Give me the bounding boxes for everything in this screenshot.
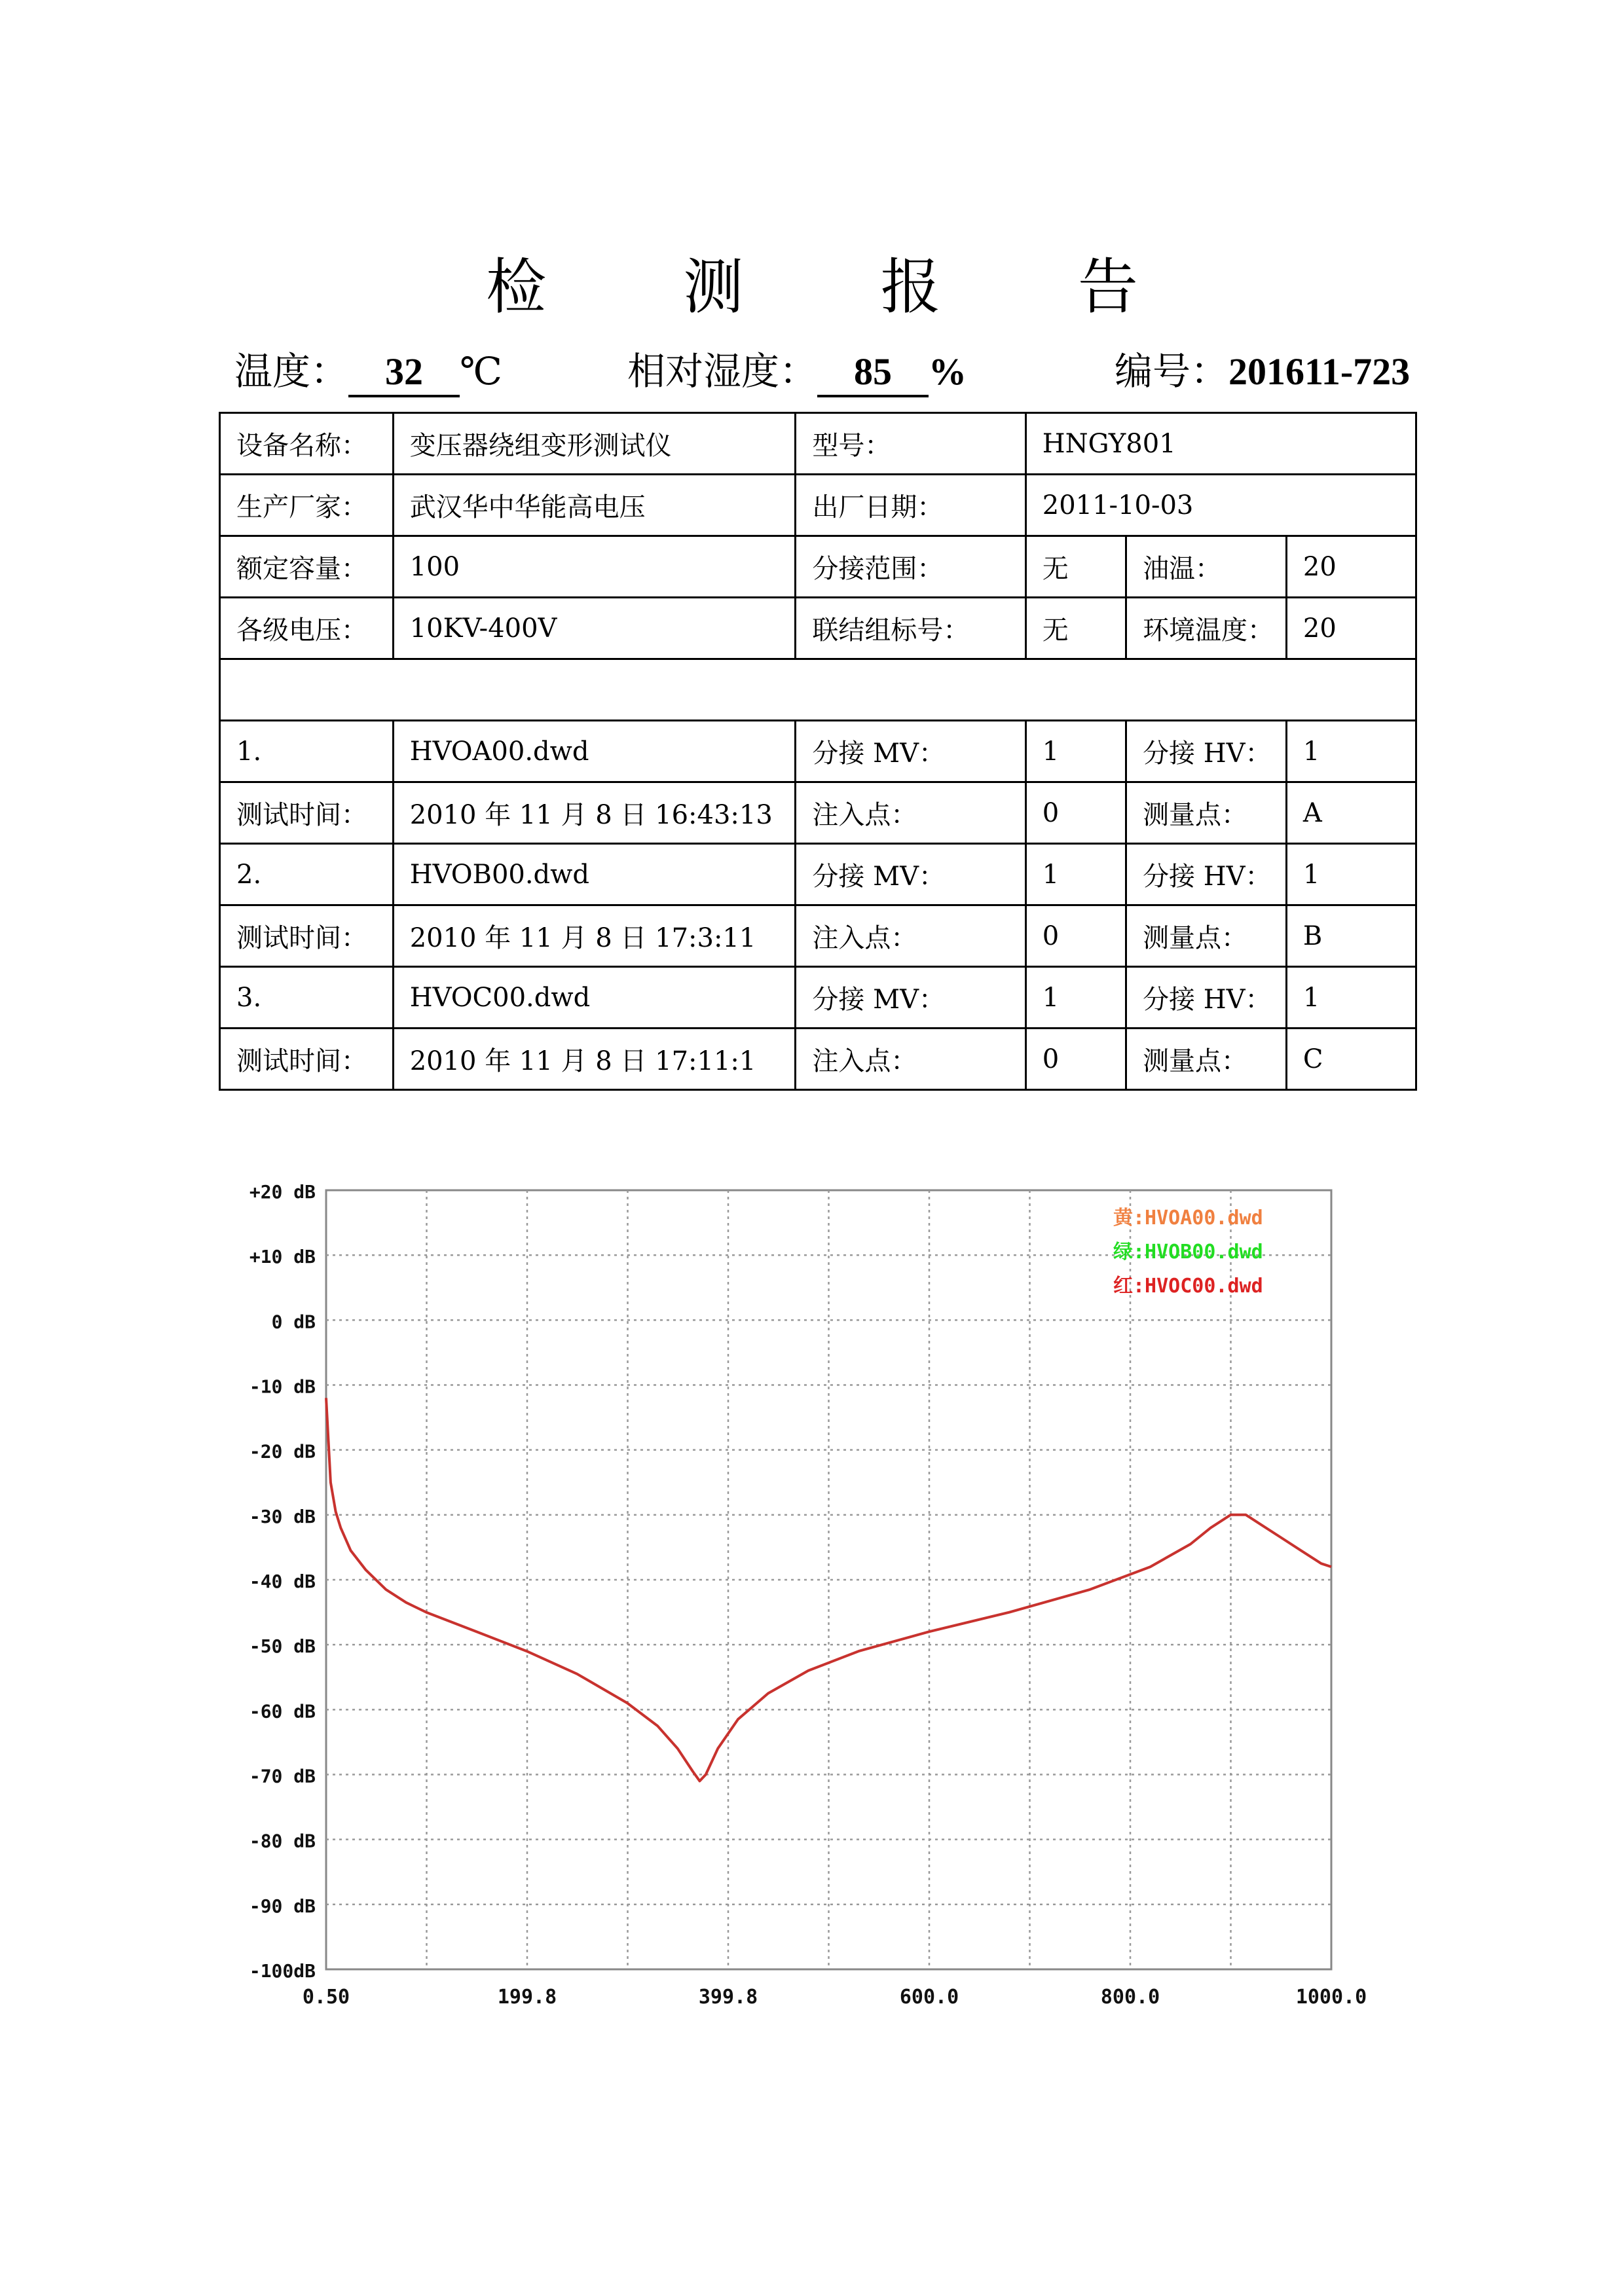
y-tick-label: -60 dB: [249, 1700, 316, 1722]
table-cell: [220, 659, 1416, 721]
frequency-response-chart: [223, 1165, 1401, 2016]
table-row-empty: [220, 659, 1416, 721]
table-cell: 1: [1286, 844, 1416, 905]
table-cell: 1: [1025, 967, 1126, 1029]
table-cell: 武汉华中华能高电压: [393, 475, 796, 536]
table-cell: HVOC00.dwd: [393, 967, 796, 1029]
table-cell: 联结组标号：: [796, 598, 1025, 659]
table-cell: 2011-10-03: [1025, 475, 1416, 536]
table-row: [220, 536, 1416, 598]
y-tick-label: -30 dB: [249, 1505, 316, 1527]
table-cell: 分接 MV：: [796, 721, 1025, 782]
table-cell: 各级电压：: [220, 598, 394, 659]
legend-entry: 黄:HVOA00.dwd: [1113, 1207, 1263, 1230]
table-row: [220, 782, 1416, 844]
table-cell: 变压器绕组变形测试仪: [393, 413, 796, 475]
humidity: [627, 340, 967, 399]
table-row: [220, 1029, 1416, 1090]
table-cell: 0: [1025, 782, 1126, 844]
table-cell: 无: [1025, 536, 1126, 598]
table-cell: 额定容量：: [220, 536, 394, 598]
table-cell: 分接 HV：: [1126, 844, 1287, 905]
table-cell: 测试时间：: [220, 905, 394, 967]
x-tick-label: 600.0: [899, 1986, 959, 2009]
temperature: [234, 340, 502, 399]
y-tick-label: -80 dB: [249, 1830, 316, 1852]
table-row: [220, 844, 1416, 905]
table-cell: HVOB00.dwd: [393, 844, 796, 905]
table-cell: HNGY801: [1025, 413, 1416, 475]
table-row: [220, 475, 1416, 536]
x-tick-label: 1000.0: [1295, 1986, 1367, 2009]
table-cell: 油温：: [1126, 536, 1287, 598]
table-cell: 1.: [220, 721, 394, 782]
table-cell: 分接 HV：: [1126, 967, 1287, 1029]
x-tick-label: 199.8: [497, 1986, 557, 2009]
table-cell: 注入点：: [796, 782, 1025, 844]
table-row: [220, 598, 1416, 659]
y-tick-label: +10 dB: [249, 1246, 316, 1268]
table-row: [220, 413, 1416, 475]
table-cell: 分接 HV：: [1126, 721, 1287, 782]
table-cell: 10KV-400V: [393, 598, 796, 659]
table-cell: 测量点：: [1126, 782, 1287, 844]
table-cell: 100: [393, 536, 796, 598]
legend-entry: 红:HVOC00.dwd: [1113, 1275, 1263, 1298]
y-tick-label: -70 dB: [249, 1765, 316, 1787]
table-cell: 测量点：: [1126, 905, 1287, 967]
table-cell: 3.: [220, 967, 394, 1029]
y-tick-label: +20 dB: [249, 1181, 316, 1203]
temperature-value: 32: [348, 349, 460, 397]
y-tick-label: -20 dB: [249, 1440, 316, 1463]
table-row: [220, 905, 1416, 967]
table-cell: 0: [1025, 905, 1126, 967]
table-cell: 1: [1025, 721, 1126, 782]
table-cell: 1: [1286, 967, 1416, 1029]
x-tick-label: 399.8: [698, 1986, 758, 2009]
y-tick-label: -40 dB: [249, 1571, 316, 1592]
report-number-value: 201611-723: [1228, 350, 1411, 393]
report-number-label: 编号：: [1115, 349, 1229, 393]
table-cell: 环境温度：: [1126, 598, 1287, 659]
humidity-label: 相对湿度：: [627, 349, 818, 393]
y-tick-label: -10 dB: [249, 1376, 316, 1398]
temperature-label: 温度：: [234, 349, 349, 393]
table-row: [220, 721, 1416, 782]
temperature-unit: ℃: [460, 349, 502, 393]
table-cell: 出厂日期：: [796, 475, 1025, 536]
table-cell: C: [1286, 1029, 1416, 1090]
table-cell: HVOA00.dwd: [393, 721, 796, 782]
table-cell: A: [1286, 782, 1416, 844]
table-cell: 型号：: [796, 413, 1025, 475]
table-cell: 注入点：: [796, 905, 1025, 967]
table-cell: B: [1286, 905, 1416, 967]
table-cell: 1: [1025, 844, 1126, 905]
table-cell: 测试时间：: [220, 1029, 394, 1090]
table-cell: 2010 年 11 月 8 日 17:3:11: [393, 905, 796, 967]
table-cell: 注入点：: [796, 1029, 1025, 1090]
y-tick-label: -50 dB: [249, 1635, 316, 1658]
table-cell: 2010 年 11 月 8 日 17:11:1: [393, 1029, 796, 1090]
table-cell: 1: [1286, 721, 1416, 782]
table-cell: 分接范围：: [796, 536, 1025, 598]
table-cell: 2010 年 11 月 8 日 16:43:13: [393, 782, 796, 844]
y-tick-label: -90 dB: [249, 1895, 316, 1917]
humidity-unit: %: [929, 350, 967, 393]
x-tick-label: 800.0: [1100, 1986, 1160, 2009]
table-cell: 设备名称：: [220, 413, 394, 475]
table-cell: 20: [1286, 536, 1416, 598]
table-cell: 0: [1025, 1029, 1126, 1090]
table-cell: 20: [1286, 598, 1416, 659]
report-title: 检 测 报 告: [486, 252, 1197, 322]
device-info-table: [219, 412, 1417, 1091]
table-cell: 2.: [220, 844, 394, 905]
table-cell: 分接 MV：: [796, 844, 1025, 905]
table-cell: 分接 MV：: [796, 967, 1025, 1029]
table-cell: 测量点：: [1126, 1029, 1287, 1090]
humidity-value: 85: [817, 349, 929, 397]
table-cell: 无: [1025, 598, 1126, 659]
y-tick-label: -100dB: [249, 1960, 316, 1982]
y-tick-label: 0 dB: [271, 1311, 316, 1333]
legend-entry: 绿:HVOB00.dwd: [1113, 1241, 1263, 1264]
table-cell: 测试时间：: [220, 782, 394, 844]
x-tick-label: 0.50: [302, 1986, 350, 2009]
report-number: [1115, 340, 1410, 399]
table-cell: 生产厂家：: [220, 475, 394, 536]
table-row: [220, 967, 1416, 1029]
